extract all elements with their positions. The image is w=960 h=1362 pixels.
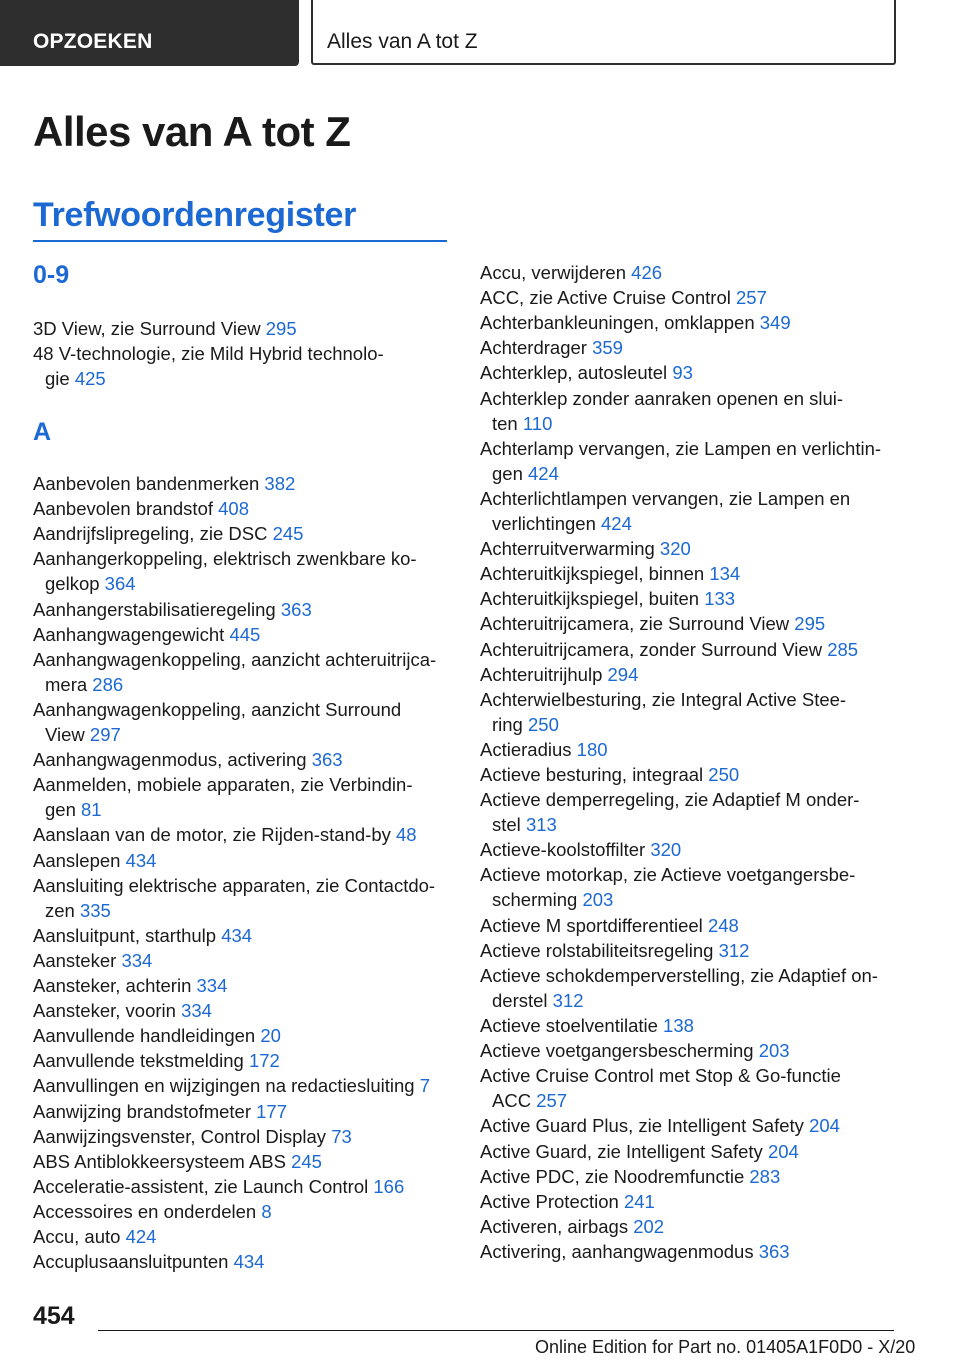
index-entry	[480, 1189, 655, 1214]
index-entry-continuation: gie 425	[45, 368, 106, 390]
index-entry-text: Actieve besturing, integraal	[480, 764, 709, 785]
index-entry	[33, 697, 401, 747]
section-title: Trefwoordenregister	[33, 196, 357, 234]
index-entry-text: Achteruitrijcamera, zonder Surround View	[480, 638, 828, 660]
page-reference-link[interactable]: 334	[121, 949, 153, 971]
index-entry	[480, 1139, 799, 1164]
page-reference-link[interactable]: 363	[311, 749, 343, 771]
index-entry	[33, 998, 212, 1023]
index-entry-text: Aanbevolen brandstof	[33, 498, 219, 520]
page-reference-link[interactable]: 203	[758, 1040, 790, 1062]
index-entry	[33, 647, 436, 697]
index-entry-continuation: zen 335	[45, 899, 111, 921]
index-entry-text: Aanmelden, mobiele apparaten, zie Verbindin-	[33, 774, 413, 796]
index-entry	[480, 436, 881, 486]
index-entry-continuation: gelkop 364	[45, 573, 136, 595]
index-entry	[33, 1099, 287, 1124]
page-reference-link[interactable]: 48	[396, 824, 417, 846]
page-reference-link[interactable]: 241	[623, 1190, 655, 1212]
index-entry	[33, 747, 343, 772]
index-entry-text: Aansteker, achterin	[33, 975, 197, 996]
index-entry-text: Aanhangerstabilisatieregeling	[33, 598, 281, 620]
index-entry-text: Active Cruise Control met Stop & Go-functie	[480, 1065, 841, 1087]
section-tab-label: OPZOEKEN	[33, 30, 153, 53]
index-entry-text: Actieve motorkap, zie Actieve voetgangersbe-	[480, 864, 856, 886]
index-entry-text: Aansteker	[33, 949, 122, 971]
index-entry	[480, 1214, 664, 1239]
index-entry	[33, 316, 297, 341]
index-entry	[33, 1199, 272, 1224]
index-entry	[480, 637, 858, 662]
index-entry	[33, 848, 156, 873]
index-entry-text: Achterlamp vervangen, zie Lampen en verlichtin-	[480, 437, 882, 459]
index-entry-continuation: gen 424	[492, 462, 559, 484]
index-entry-text: Aandrijfslipregeling, zie DSC	[33, 523, 273, 545]
page-reference-link[interactable]: 382	[264, 473, 296, 494]
page-reference-link[interactable]: 320	[650, 839, 682, 861]
top-navigation-bar	[0, 0, 960, 66]
index-entry	[480, 586, 735, 611]
index-entry-text: Achteruitrijhulp	[480, 663, 608, 685]
index-entry-text: Accessoires en onderdelen	[33, 1200, 262, 1222]
page-reference-link[interactable]: 359	[592, 337, 623, 359]
page-reference-link[interactable]: 81	[81, 799, 102, 821]
page-reference-link[interactable]: 7	[419, 1075, 430, 1097]
index-entry-text: Actieradius	[480, 738, 577, 760]
index-entry	[480, 662, 638, 687]
page-reference-link[interactable]: 425	[74, 368, 106, 390]
page-title: Alles van A tot Z	[33, 108, 351, 155]
index-entry-text: Active Guard, zie Intelligent Safety	[480, 1140, 768, 1162]
index-entry	[33, 546, 417, 596]
index-entry-text: Actieve schokdemperverstelling, zie Adaptief on-	[480, 964, 878, 986]
page-reference-link[interactable]: 245	[291, 1150, 322, 1172]
page-reference-link[interactable]: 434	[125, 849, 157, 871]
index-entry-text: Aanbevolen bandenmerken	[33, 473, 265, 494]
page-reference-link[interactable]: 297	[89, 723, 121, 745]
index-entry-text: Achterklep, autosleutel	[480, 362, 673, 384]
index-entry	[33, 1023, 281, 1048]
index-entry-text: Achteruitrijcamera, zie Surround View	[480, 613, 795, 635]
index-entry	[33, 948, 152, 973]
index-entry	[480, 360, 693, 385]
index-entry-continuation: ten 110	[492, 412, 553, 434]
page-reference-link[interactable]: 250	[528, 713, 559, 735]
index-entry-text: Aanvullende handleidingen	[33, 1025, 261, 1047]
group-heading-a: A	[33, 418, 52, 446]
index-entry	[33, 1174, 404, 1199]
index-entry-text: Aanwijzingsvenster, Control Display	[33, 1125, 332, 1147]
edition-footer: Online Edition for Part no. 01405A1F0D0 - X/20	[535, 1337, 916, 1357]
index-entry	[480, 335, 623, 360]
index-entry	[480, 837, 681, 862]
page-reference-link[interactable]: 110	[522, 412, 553, 434]
index-entry-text: Active Guard Plus, zie Intelligent Safety	[480, 1115, 810, 1137]
page-reference-link[interactable]: 138	[663, 1015, 694, 1036]
page-reference-link[interactable]: 257	[536, 1090, 568, 1112]
index-entry-text: Aansluitpunt, starthulp	[33, 924, 222, 946]
index-entry-text: Actieve demperregeling, zie Adaptief M onder-	[480, 789, 860, 811]
index-entry	[480, 310, 791, 335]
page-reference-link[interactable]: 424	[528, 462, 559, 484]
index-entry-text: Aanvullingen en wijzigingen na redactiesluiting	[33, 1075, 420, 1097]
page-reference-link[interactable]: 312	[552, 989, 584, 1011]
index-entry-text: Acceleratie-assistent, zie Launch Control	[33, 1175, 374, 1197]
page-reference-link[interactable]: 172	[248, 1050, 280, 1072]
index-entry-text: Actieve rolstabiliteitsregeling	[480, 939, 719, 961]
index-entry	[480, 687, 846, 737]
page-reference-link[interactable]: 133	[704, 588, 736, 610]
page-reference-link[interactable]: 363	[758, 1240, 790, 1262]
index-entry	[480, 1038, 790, 1063]
index-entry	[33, 597, 312, 622]
index-entry-text: 48 V-technologie, zie Mild Hybrid technolo-	[33, 343, 384, 365]
index-entry-continuation: ring 250	[492, 713, 559, 735]
index-entry-text: Activering, aanhangwagenmodus	[480, 1240, 759, 1262]
page-number: 454	[33, 1302, 75, 1330]
index-entry-text: Aanslepen	[33, 849, 126, 871]
page-reference-link[interactable]: 294	[607, 663, 639, 685]
page-reference-link[interactable]: 312	[718, 939, 750, 961]
index-entry-continuation: verlichtingen 424	[492, 512, 632, 534]
index-entry-text: Aanslaan van de motor, zie Rijden-stand-by	[33, 824, 397, 846]
index-entry-continuation: gen 81	[45, 799, 102, 821]
index-entry	[33, 772, 413, 822]
index-entry-continuation: ACC 257	[492, 1090, 568, 1112]
index-entry	[33, 1149, 322, 1174]
index-entry	[480, 1164, 780, 1189]
page-reference-link[interactable]: 295	[265, 318, 297, 339]
index-entry-text: Accu, verwijderen	[480, 262, 632, 283]
page-reference-link[interactable]: 334	[181, 1000, 212, 1022]
index-entry	[33, 1249, 264, 1274]
index-entry-text: Aansluiting elektrische apparaten, zie Contactdo-	[33, 874, 436, 896]
index-entry	[33, 521, 303, 546]
index-entry	[480, 536, 691, 561]
group-heading-0-9: 0-9	[33, 261, 70, 289]
index-entry-text: Actieve-koolstoffilter	[480, 839, 651, 861]
index-entry-continuation: View 297	[45, 723, 121, 745]
index-entry	[480, 386, 843, 436]
index-entry	[480, 486, 850, 536]
index-entry-continuation: derstel 312	[492, 989, 584, 1011]
index-entry-text: Activeren, airbags	[480, 1215, 634, 1237]
index-entry-text: ACC, zie Active Cruise Control	[480, 287, 737, 309]
index-entry	[33, 822, 417, 847]
page-reference-link[interactable]: 203	[582, 889, 614, 911]
index-entry	[480, 737, 608, 762]
page-reference-link[interactable]: 364	[104, 573, 136, 595]
page-reference-link[interactable]: 20	[260, 1025, 281, 1047]
index-entry	[480, 611, 825, 636]
page-reference-link[interactable]: 363	[280, 598, 312, 620]
page-reference-link[interactable]: 424	[125, 1226, 157, 1247]
footer-divider	[98, 1330, 894, 1331]
page-reference-link[interactable]: 295	[794, 613, 826, 635]
page-reference-link[interactable]: 204	[809, 1115, 840, 1137]
index-entry	[480, 285, 767, 310]
index-entry	[33, 1073, 430, 1098]
page-reference-link[interactable]: 93	[672, 362, 693, 384]
section-tab[interactable]	[0, 0, 299, 66]
page-reference-link[interactable]: 204	[767, 1140, 799, 1162]
index-entry	[480, 260, 662, 285]
index-entry	[480, 787, 859, 837]
page-reference-link[interactable]: 313	[525, 814, 557, 836]
index-entry-text: 3D View, zie Surround View	[33, 318, 266, 339]
index-entry	[480, 762, 739, 787]
index-entry-text: Aanwijzing brandstofmeter	[33, 1100, 257, 1122]
index-entry-text: Actieve voetgangersbescherming	[480, 1040, 759, 1062]
index-entry-text: Accu, auto	[33, 1226, 126, 1247]
page-reference-link[interactable]: 180	[576, 738, 608, 760]
page-reference-link[interactable]: 245	[272, 523, 304, 545]
index-entry-text: Actieve M sportdifferentieel	[480, 914, 708, 936]
page-reference-link[interactable]: 285	[827, 638, 859, 660]
chapter-tab[interactable]	[311, 0, 896, 65]
page-reference-link[interactable]: 177	[256, 1100, 288, 1122]
page-reference-link[interactable]: 426	[631, 262, 663, 283]
index-entry-text: Aanhangerkoppeling, elektrisch zwenkbare ko-	[33, 548, 417, 570]
index-entry-text: Actieve stoelventilatie	[480, 1015, 664, 1036]
index-entry	[33, 973, 227, 998]
index-entry-text: ABS Antiblokkeersysteem ABS	[33, 1150, 292, 1172]
page-reference-link[interactable]: 408	[218, 498, 250, 520]
page-reference-link[interactable]: 349	[759, 312, 791, 334]
index-entry	[33, 622, 260, 647]
page-reference-link[interactable]: 286	[92, 673, 124, 695]
page-reference-link[interactable]: 335	[79, 899, 111, 921]
index-entry-text: Aanhangwagengewicht	[33, 623, 230, 645]
page-reference-link[interactable]: 250	[708, 764, 740, 785]
index-entry	[33, 471, 295, 496]
index-entry-text: Achteruitkijkspiegel, buiten	[480, 588, 705, 610]
index-entry-text: Aanhangwagenkoppeling, aanzicht achteruitrijca-	[33, 648, 437, 670]
index-entry-text: Aansteker, voorin	[33, 1000, 182, 1022]
index-entry-text: Active Protection	[480, 1190, 624, 1212]
page-reference-link[interactable]: 8	[261, 1200, 272, 1222]
index-entry	[480, 1013, 694, 1038]
index-entry	[33, 923, 252, 948]
page-reference-link[interactable]: 73	[331, 1125, 352, 1147]
index-entry-continuation: stel 313	[492, 814, 557, 836]
index-entry	[33, 496, 249, 521]
index-entry	[480, 963, 878, 1013]
page-reference-link[interactable]: 134	[709, 563, 741, 585]
index-entry-text: Achteruitkijkspiegel, binnen	[480, 563, 710, 585]
page-reference-link[interactable]: 202	[633, 1215, 665, 1237]
index-entry	[480, 1113, 840, 1138]
page-reference-link[interactable]: 424	[601, 512, 632, 534]
index-entry	[480, 938, 749, 963]
index-entry-text: Aanhangwagenkoppeling, aanzicht Surround	[33, 698, 402, 720]
index-entry	[480, 862, 855, 912]
index-entry-text: Accuplusaansluitpunten	[33, 1251, 234, 1273]
index-entry-text: Aanvullende tekstmelding	[33, 1050, 249, 1072]
index-entry-text: Achterlichtlampen vervangen, zie Lampen en	[480, 487, 851, 509]
page-reference-link[interactable]: 257	[736, 287, 767, 309]
chapter-tab-label: Alles van A tot Z	[327, 30, 478, 53]
index-entry	[33, 1224, 156, 1249]
page-reference-link[interactable]: 434	[233, 1251, 265, 1273]
page-reference-link[interactable]: 445	[229, 623, 261, 645]
index-entry-text: Aanhangwagenmodus, activering	[33, 749, 312, 771]
index-entry	[480, 913, 739, 938]
section-divider	[33, 240, 447, 242]
index-entry	[480, 561, 740, 586]
page-reference-link[interactable]: 334	[196, 975, 228, 996]
page-reference-link[interactable]: 434	[221, 924, 253, 946]
index-entry	[480, 1239, 790, 1264]
page-reference-link[interactable]: 283	[749, 1165, 781, 1187]
index-entry-text: Achterdrager	[480, 337, 593, 359]
index-entry-text: Achterklep zonder aanraken openen en slui-	[480, 387, 844, 409]
index-entry	[480, 1063, 841, 1113]
page-reference-link[interactable]: 320	[659, 538, 691, 560]
page-reference-link[interactable]: 248	[707, 914, 739, 936]
index-entry-text: Achterruitverwarming	[480, 538, 660, 560]
index-entry	[33, 341, 384, 391]
index-entry-text: Active PDC, zie Noodremfunctie	[480, 1165, 750, 1187]
index-entry-continuation: scherming 203	[492, 889, 614, 911]
index-entry-text: Achterwielbesturing, zie Integral Active Stee-	[480, 688, 847, 710]
index-entry	[33, 1048, 280, 1073]
page-reference-link[interactable]: 166	[373, 1175, 405, 1197]
index-entry	[33, 873, 435, 923]
index-entry-continuation: mera 286	[45, 673, 124, 695]
index-entry	[33, 1124, 352, 1149]
index-entry-text: Achterbankleuningen, omklappen	[480, 312, 760, 334]
